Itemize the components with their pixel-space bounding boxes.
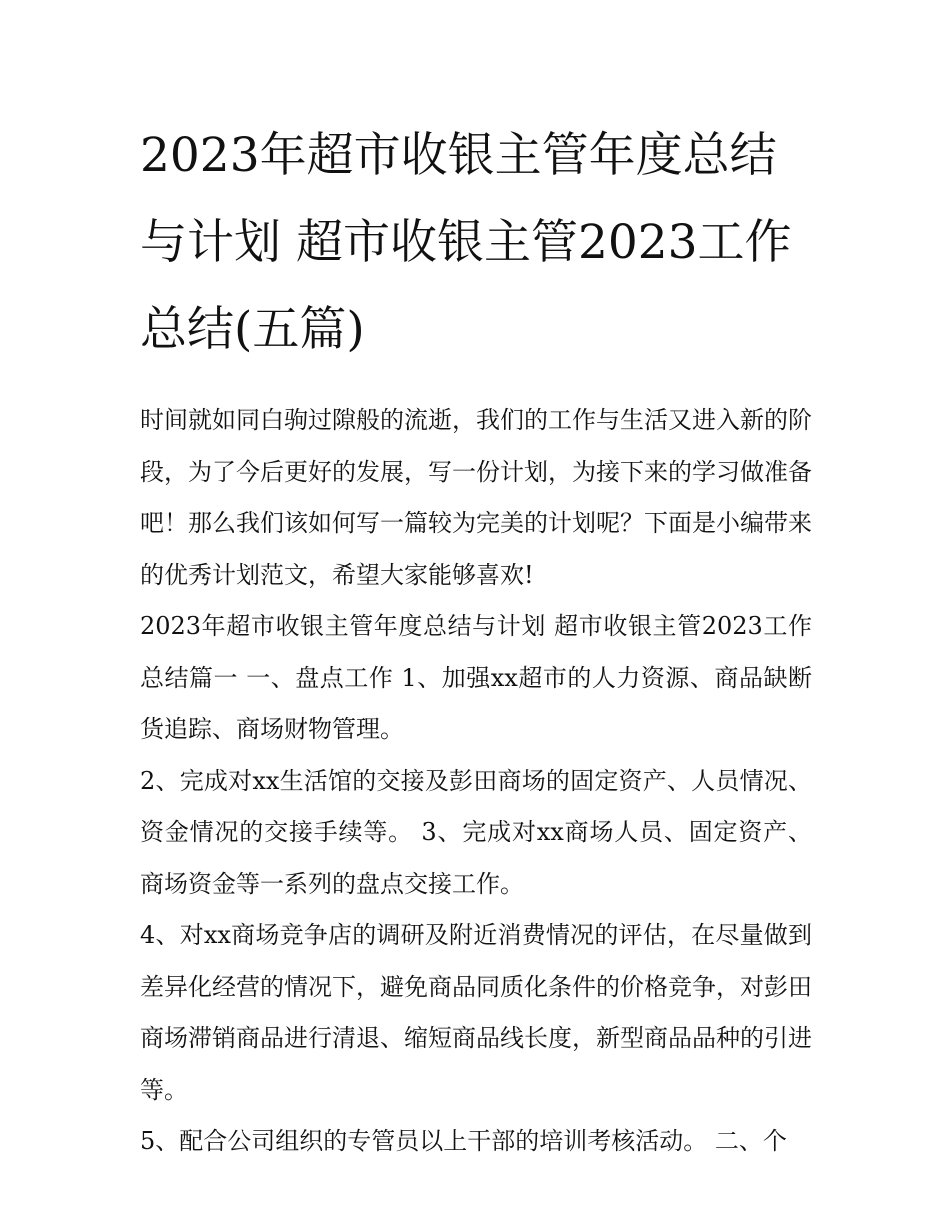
document-page <box>140 112 812 1168</box>
paragraph-section-1: 2023年超市收银主管年度总结与计划 超市收银主管2023工作总结篇一 一、盘点工作 1、加强xx超市的人力资源、商品缺断货追踪、商场财物管理。 <box>140 612 812 743</box>
paragraph-intro: 时间就如同白驹过隙般的流逝，我们的工作与生活又进入新的阶段，为了今后更好的发展，写一份计划，为接下来的学习做准备吧！那么我们该如何写一篇较为完美的计划呢？下面是小编带来的优秀计划范文，希望大家能够喜欢! <box>140 406 812 589</box>
paragraph-item-4: 4、对xx商场竞争店的调研及附近消费情况的评估，在尽量做到差异化经营的情况下，避免商品同质化条件的价格竞争，对彭田商场滞销商品进行清退、缩短商品线长度，新型商品品种的引进等。 <box>140 921 812 1104</box>
paragraph-item-5: 5、配合公司组织的专管员以上干部的培训考核活动。 二、个 <box>140 1127 787 1155</box>
document-title: 2023年超市收银主管年度总结与计划 超市收银主管2023工作总结(五篇) <box>140 128 792 357</box>
paragraph-item-2-3: 2、完成对xx生活馆的交接及彭田商场的固定资产、人员情况、资金情况的交接手续等。 3、完成对xx商场人员、固定资产、商场资金等一系列的盘点交接工作。 <box>140 766 812 898</box>
